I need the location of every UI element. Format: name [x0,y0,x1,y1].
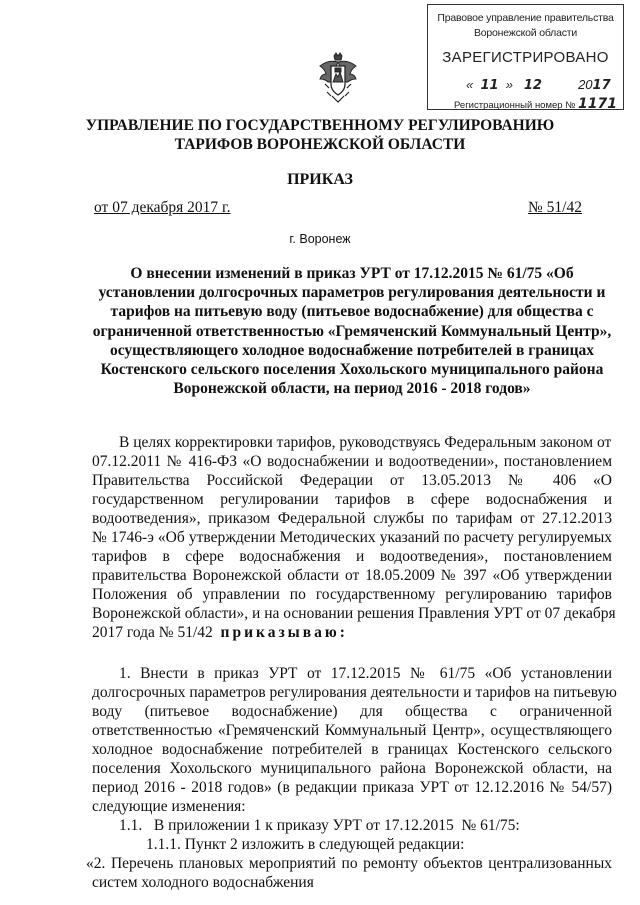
preamble-line: № 1746-э «Об утверждении Методических указаний по расчету регулируемых [92,529,612,546]
registration-stamp [427,4,624,110]
quote-line: «2. Перечень плановых мероприятий по ремонту объектов централизованных [86,855,612,872]
item1-line: холодное водоснабжение потребителей в границах Костенского сельского [92,741,612,758]
preamble-line: государственном регулировании тарифов в сфере водоснабжения и [92,491,612,508]
authority-title: УПРАВЛЕНИЕ ПО ГОСУДАРСТВЕННОМУ РЕГУЛИРОВАНИЮ [85,117,555,134]
item1-line: период 2016 - 2018 годов» (в редакции приказа УРТ от 12.12.2016 № 54/57) [92,779,612,796]
document-date: от 07 декабря 2017 г. [94,199,231,216]
stamp-day: 11 [480,78,499,93]
stamp-date: « 11 » 12 2017 [466,77,611,93]
item1-line: поселения Хохольского муниципального района Воронежской области, на [92,760,612,777]
stamp-org-line: Правовое управление правительства [437,12,614,24]
stamp-month: 12 [523,78,542,93]
preamble-line: тарифов в сфере водоснабжения и водоотведения», постановлением [92,548,612,565]
preamble-line: 2017 года № 51/42 [92,624,213,641]
stamp-org-line: Воронежской области [473,27,578,39]
stamp-status: ЗАРЕГИСТРИРОВАНО [442,49,609,66]
stamp-year-prefix: 20 [578,77,593,92]
preamble-line: правительства Воронежской области от 18.05.2009 № 397 «Об утверждении [92,567,612,584]
stamp-year-suffix: 17 [592,78,611,93]
preamble-line: Положения об управлении по государственному регулированию тарифов [92,586,612,603]
stamp-reg-number-label: Регистрационный номер № [454,100,576,111]
item1-1: 1.1. В приложении 1 к приказу УРТ от 17.12.2015 № 61/75: [119,817,520,834]
preamble-line: Правительства Российской Федерации от 13.05.2013 № 406 «О [92,472,612,489]
item1-line: воду (питьевое водоснабжение) для общества с ограниченной [92,703,612,720]
document-type: ПРИКАЗ [287,171,353,188]
item1-line: ответственностью «Гремяченский Коммунальный Центр», осуществляющего [92,722,612,739]
order-word: приказываю: [220,624,348,641]
preamble-line: В целях корректировки тарифов, руководствуясь Федеральным законом от [119,434,612,451]
item1-line: следующие изменения: [92,798,246,815]
coat-of-arms-icon [317,52,359,104]
item1-1-1: 1.1.1. Пункт 2 изложить в следующей редакции: [146,836,465,853]
document-city: г. Воронеж [289,232,351,246]
preamble-line: водоотведения», приказом Федеральной службы по тарифам от 27.12.2013 [92,510,612,527]
preamble-line: 07.12.2011 № 416-ФЗ «О водоснабжении и водоотведении», постановлением [92,453,612,470]
stamp-organization [428,11,623,41]
document-number: № 51/42 [528,199,582,216]
authority-title: ТАРИФОВ ВОРОНЕЖСКОЙ ОБЛАСТИ [174,136,466,153]
preamble-line: Воронежской области», и на основании решения Правления УРТ от 07 декабря [92,605,616,622]
item1-line: долгосрочных параметров регулирования деятельности и тарифов на питьевую [92,684,617,701]
document-subject: О внесении изменений в приказ УРТ от 17.12.2015 № 61/75 «Об установлении долгосрочных параметров регулирования деятельности и тарифов на питьевую воду (питьевое водоснабжение) для общества с ограниченной ответственностью «Гремяченский Коммунальный Центр», осуществляющего холодное водоснабжение потребителей в границах Костенского сельского поселения Хохольского муниципального района Воронежской области, на период 2016 - 2018 годов» [92,265,612,398]
item1-line: 1. Внести в приказ УРТ от 17.12.2015 № 61/75 «Об установлении [119,665,612,682]
quote-line: систем холодного водоснабжения [92,874,314,891]
preamble-line-last [92,623,612,642]
stamp-reg-number [454,96,617,112]
stamp-reg-number-value: 1171 [578,96,618,112]
